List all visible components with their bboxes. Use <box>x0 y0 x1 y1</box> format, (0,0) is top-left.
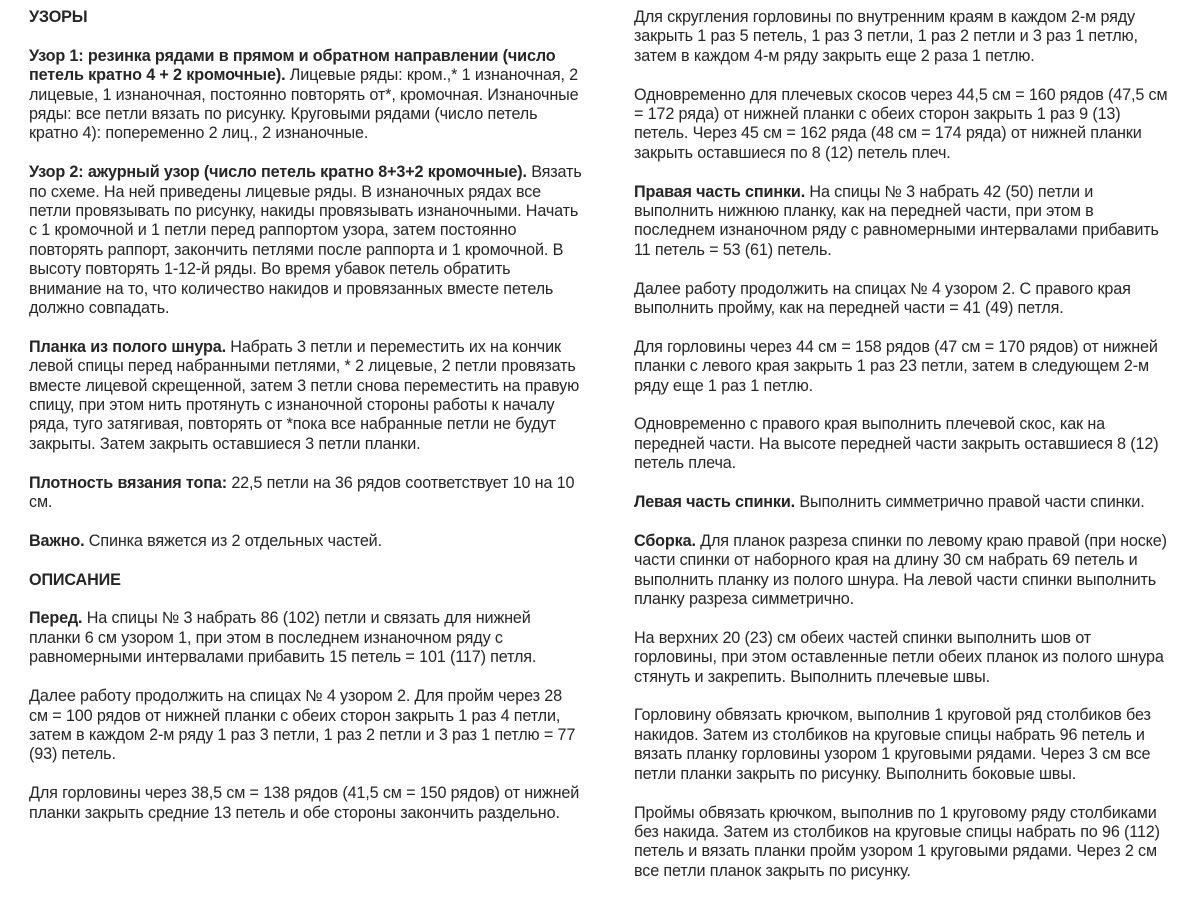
cord-edge-paragraph <box>29 338 585 454</box>
right-back-text: На спицы № 3 набрать 42 (50) петли и выполнить нижнюю планку, как на передней части, при этом в последнем изнаночном ряду с равномерными интервалами прибавить 11 петель = 53 (61) петель. <box>634 182 1159 259</box>
shoulders-paragraph: Одновременно для плечевых скосов через 44,5 см = 160 рядов (47,5 см = 172 ряда) от нижней планки с обеих сторон закрыть 1 раз 9 (13) петель. Через 45 см = 162 ряда (48 см = 174 ряда) от нижней планки закрыть оставшиеся по 8 (12) петель плеч. <box>634 85 1168 162</box>
assembly-title: Сборка. <box>634 531 696 550</box>
assembly-text: Для планок разреза спинки по левому краю правой (при носке) части спинки от наборного края на длину 30 см набрать 69 петель и выполнить планку из полого шнура. На левой части спинки выполнить планку разреза симметрично. <box>634 531 1167 609</box>
armhole-edge-paragraph: Проймы обвязать крючком, выполнив по 1 круговому ряду столбиками без накида. Затем из столбиков на круговые спицы набрать по 96 (112) петель и вязать планки пройм узором 1 круговыми рядами. Через 2 см все петли планок закрыть по рисунку. <box>634 803 1160 880</box>
gauge-text: 22,5 петли на 36 рядов соответствует 10 на 10 см. <box>29 473 575 512</box>
armholes-paragraph: Далее работу продолжить на спицах № 4 узором 2. Для пройм через 28 см = 100 рядов от нижней планки с обеих сторон закрыть 1 раз 4 петли, затем в каждом 2-м ряду 1 раз 3 петли, 1 раз 2 петли и 3 раз 1 петлю = 77 (93) петель. <box>29 687 576 764</box>
pattern-2-paragraph <box>29 163 585 318</box>
continue-paragraph: Далее работу продолжить на спицах № 4 узором 2. С правого края выполнить пройму, как на передней части = 41 (49) петля. <box>634 279 1131 318</box>
seam-paragraph: На верхних 20 (23) см обеих частей спинки выполнить шов от горловины, при этом оставленные петли обеих планок из полого шнура стянуть и закрепить. Выполнить плечевые швы. <box>634 628 1164 686</box>
cord-edge-text: Набрать 3 петли и переместить их на кончик левой спицы перед набранными петлями, * 2 лицевые, 2 петли провязать вместе лицевой скрещенной, затем 3 петли снова переместить на правую спицу, при этом нить протянуть с изнаночной стороны работы к началу ряда, туго затягивая, повторять от *пока все набранные петли не будут закрыты. Затем закрыть оставшиеся 3 петли планки. <box>29 337 580 453</box>
neckline-paragraph: Горловину обвязать крючком, выполнив 1 круговой ряд столбиков без накидов. Затем из столбиков на круговые спицы набрать 96 петель и вязать планку горловины узором 1 круговыми рядами. Через 3 см все петли планки закрыть по рисунку. Выполнить боковые швы. <box>634 706 1151 783</box>
front-text: На спицы № 3 набрать 86 (102) петли и связать для нижней планки 6 см узором 1, при этом в последнем изнаночном ряду с равномерными интервалами прибавить 15 петель = 101 (117) петля. <box>29 609 537 667</box>
important-text: Спинка вяжется из 2 отдельных частей. <box>84 531 382 550</box>
assembly-paragraph <box>634 532 1174 610</box>
patterns-heading: УЗОРЫ <box>29 8 88 26</box>
important-paragraph <box>29 532 585 551</box>
left-back-paragraph <box>634 493 1174 512</box>
rounding-paragraph: Для скругления горловины по внутренним краям в каждом 2-м ряду закрыть 1 раз 5 петель, 1 раз 3 петли, 1 раз 2 петли и 3 раз 1 петлю, затем в каждом 4-м ряду закрыть еще 2 раза 1 петлю. <box>634 8 1138 65</box>
left-column <box>29 8 585 842</box>
right-back-title: Правая часть спинки. <box>634 182 806 201</box>
gauge-title: Плотность вязания топа: <box>29 473 227 492</box>
front-title: Перед. <box>29 609 83 628</box>
pattern-1-text: Лицевые ряды: кром.,* 1 изнаночная, 2 лицевые, 1 изнаночная, постоянно повторять от*, кромочная. Изнаночные ряды: все петли вязать по рисунку. Круговыми рядами (число петель кратно 4): попеременно 2 лиц., 2 изнаночные. <box>29 66 579 143</box>
neck-back-paragraph: Для горловины через 44 см = 158 рядов (47 см = 170 рядов) от нижней планки с левого края закрыть 1 раз 23 петли, затем в следующем 2-м ряду еще 1 раз 1 петлю. <box>634 337 1158 395</box>
pattern-1-paragraph <box>29 47 585 144</box>
pattern-2-text: Вязать по схеме. На ней приведены лицевые ряды. В изнаночных рядах все петли провязывать по рисунку, накиды провязывать изнаночными. Начать с 1 кромочной и 1 петли перед раппортом узора, затем постоянно повторять раппорт, закончить петлями после раппорта и 1 кромочной. В высоту повторять 1-12-й ряды. Во время убавок петель обратить внимание на то, что количество накидов и провязанных вместе петель должно совпадать. <box>29 163 582 318</box>
left-back-title: Левая часть спинки. <box>634 493 796 512</box>
front-paragraph <box>29 609 585 667</box>
cord-edge-title: Планка из полого шнура. <box>29 337 226 356</box>
neck-paragraph: Для горловины через 38,5 см = 138 рядов (41,5 см = 150 рядов) от нижней планки закрыть средние 13 петель и обе стороны закончить раздельно. <box>29 784 580 822</box>
pattern-1-title: Узор 1: резинка рядами в прямом и обратном направлении (число петель кратно 4 + 2 кромочные). <box>29 46 556 85</box>
description-heading: ОПИСАНИЕ <box>29 570 121 589</box>
pattern-2-title: Узор 2: ажурный узор (число петель кратно 8+3+2 кромочные). <box>29 163 527 182</box>
right-column <box>634 8 1174 901</box>
right-back-paragraph <box>634 183 1174 261</box>
left-back-text: Выполнить симметрично правой части спинки. <box>795 493 1145 512</box>
gauge-paragraph <box>29 474 585 513</box>
shoulder-back-paragraph: Одновременно с правого края выполнить плечевой скос, как на передней части. На высоте передней части закрыть оставшиеся 8 (12) петель плеча. <box>634 415 1159 473</box>
important-title: Важно. <box>29 531 85 550</box>
